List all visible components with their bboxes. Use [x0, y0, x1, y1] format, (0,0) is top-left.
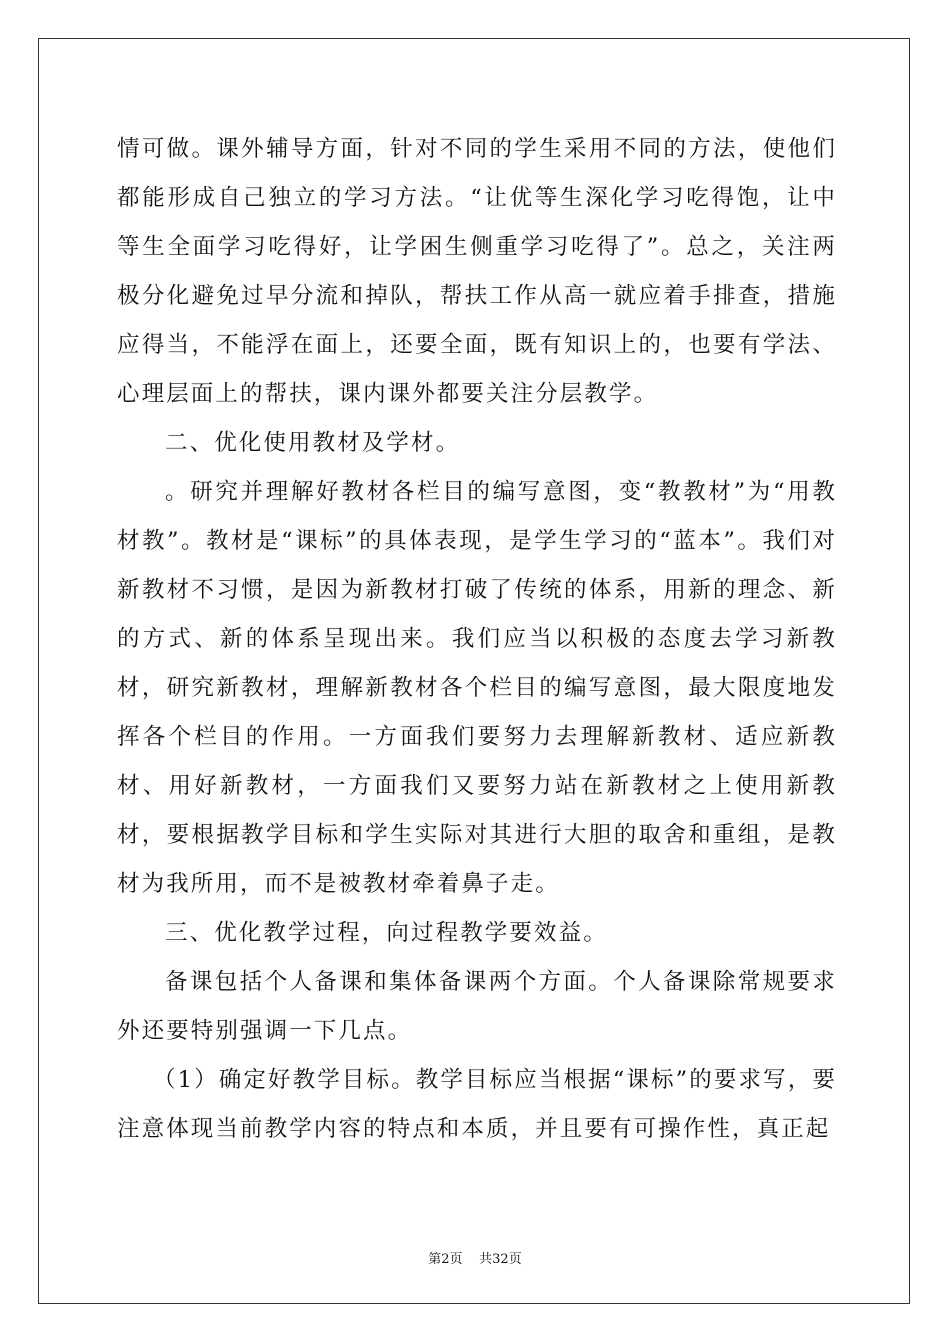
footer-total-number: 32: [492, 1252, 509, 1267]
document-body: [117, 125, 837, 1154]
paragraph-6: （1）确定好教学目标。教学目标应当根据“课标”的要求写，要注意体现当前教学内容的特点和本质，并且要有可操作性，真正起: [117, 1067, 837, 1142]
footer-page-unit: 页: [449, 1252, 463, 1267]
footer-page-label: 第: [428, 1252, 442, 1267]
footer-total-unit: 页: [508, 1252, 522, 1267]
section-heading-3: 三、优化教学过程，向过程教学要效益。: [165, 920, 608, 946]
paragraph-3: 。研究并理解好教材各栏目的编写意图，变“教教材”为“用教材教”。教材是“课标”的具体表现，是学生学习的“蓝本”。我们对新教材不习惯，是因为新教材打破了传统的体系，用新的理念、新的方式、新的体系呈现出来。我们应当以积极的态度去学习新教材，研究新教材，理解新教材各个栏目的编写意图，最大限度地发挥各个栏目的作用。一方面我们要努力去理解新教材、适应新教材、用好新教材，一方面我们又要努力站在新教材之上使用新教材，要根据教学目标和学生实际对其进行大胆的取舍和重组，是教材为我所用，而不是被教材牵着鼻子走。: [117, 479, 837, 897]
footer-page-number: 2: [441, 1252, 450, 1267]
paragraph-5: 备课包括个人备课和集体备课两个方面。个人备课除常规要求外还要特别强调一下几点。: [117, 969, 837, 1044]
page-footer: [0, 1248, 950, 1267]
section-heading-2: 二、优化使用教材及学材。: [165, 430, 461, 456]
paragraph-1: 情可做。课外辅导方面，针对不同的学生采用不同的方法，使他们都能形成自己独立的学习方法。“让优等生深化学习吃得饱，让中等生全面学习吃得好，让学困生侧重学习吃得了”。总之，关注两极分化避免过早分流和掉队，帮扶工作从高一就应着手排查，措施应得当，不能浮在面上，还要全面，既有知识上的，也要有学法、心理层面上的帮扶，课内课外都要关注分层教学。: [117, 136, 837, 407]
footer-total-label: 共: [479, 1252, 493, 1267]
